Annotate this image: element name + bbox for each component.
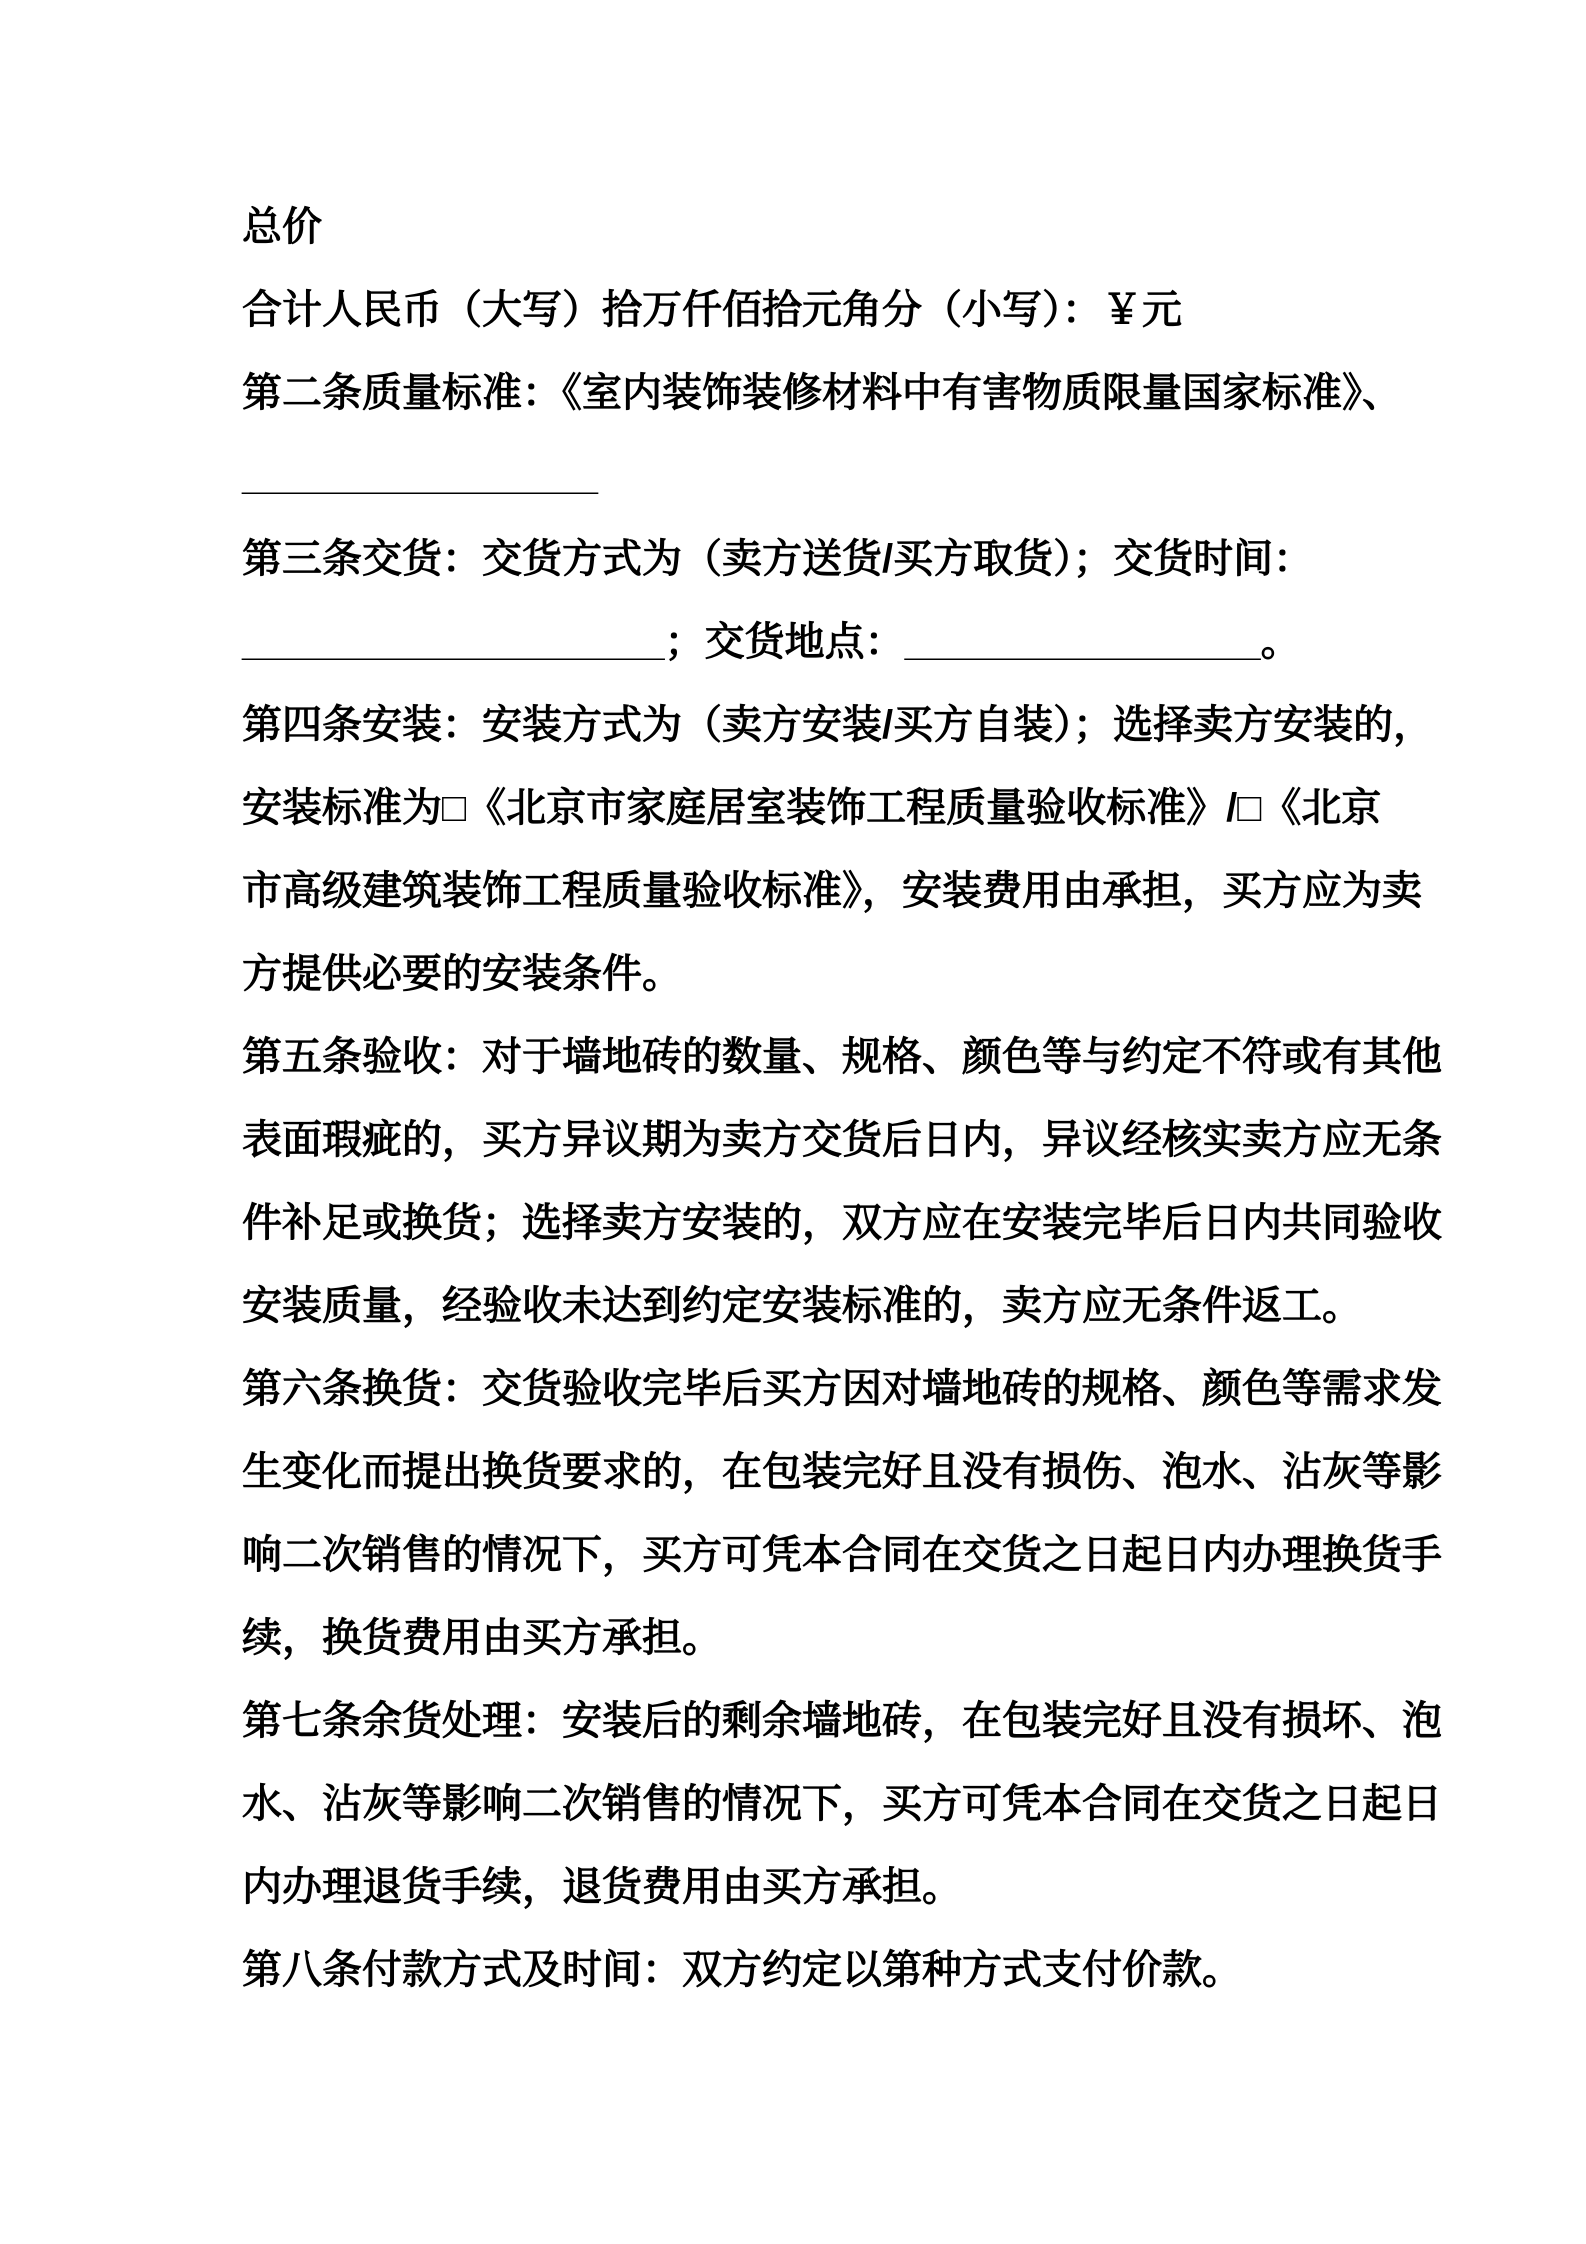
- line-clause5-acceptance-3: 件补足或换货；选择卖方安装的，双方应在安装完毕后日内共同验收: [242, 1201, 1442, 1245]
- line-clause3-delivery: 第三条交货：交货方式为（卖方送货/买方取货）；交货时间：: [242, 537, 1314, 581]
- line-clause6-exchange-3: 响二次销售的情况下，买方可凭本合同在交货之日起日内办理换货手: [242, 1533, 1442, 1577]
- line-clause8-payment: 第八条付款方式及时间：双方约定以第种方式支付价款。: [242, 1948, 1242, 1992]
- line-clause7-surplus-1: 第七条余货处理：安装后的剩余墙地砖，在包装完好且没有损坏、泡: [242, 1699, 1442, 1743]
- line-total-amount: 合计人民币（大写）拾万仟佰拾元角分（小写）：￥元: [242, 288, 1182, 332]
- line-clause6-exchange-4: 续，换货费用由买方承担。: [242, 1616, 722, 1660]
- line-clause7-surplus-2: 水、沾灰等影响二次销售的情况下，买方可凭本合同在交货之日起日: [242, 1782, 1442, 1826]
- line-blank-underscores: ________________: [242, 454, 598, 498]
- line-clause4-conditions: 方提供必要的安装条件。: [242, 952, 682, 996]
- line-clause6-exchange-2: 生变化而提出换货要求的，在包装完好且没有损伤、泡水、沾灰等影: [242, 1450, 1442, 1494]
- line-clause4-standard-1: 安装标准为□《北京市家庭居室装饰工程质量验收标准》/□《北京: [242, 786, 1382, 830]
- line-clause7-surplus-3: 内办理退货手续，退货费用由买方承担。: [242, 1865, 962, 1909]
- line-clause5-acceptance-1: 第五条验收：对于墙地砖的数量、规格、颜色等与约定不符或有其他: [242, 1035, 1442, 1079]
- contract-document: [242, 186, 1462, 2012]
- line-clause5-acceptance-4: 安装质量，经验收未达到约定安装标准的，卖方应无条件返工。: [242, 1284, 1362, 1328]
- line-total-price-heading: 总价: [242, 205, 322, 249]
- line-clause5-acceptance-2: 表面瑕疵的，买方异议期为卖方交货后日内，异议经核实卖方应无条: [242, 1118, 1442, 1162]
- line-clause4-installation: 第四条安装：安装方式为（卖方安装/买方自装）；选择卖方安装的，: [242, 703, 1434, 747]
- line-clause6-exchange-1: 第六条换货：交货验收完毕后买方因对墙地砖的规格、颜色等需求发: [242, 1367, 1442, 1411]
- line-clause3-delivery-place: ___________________；交货地点：________________。: [242, 620, 1301, 664]
- line-clause4-standard-2: 市高级建筑装饰工程质量验收标准》，安装费用由承担，买方应为卖: [242, 869, 1422, 913]
- line-clause2-quality-standard: 第二条质量标准：《室内装饰装修材料中有害物质限量国家标准》、: [242, 371, 1402, 415]
